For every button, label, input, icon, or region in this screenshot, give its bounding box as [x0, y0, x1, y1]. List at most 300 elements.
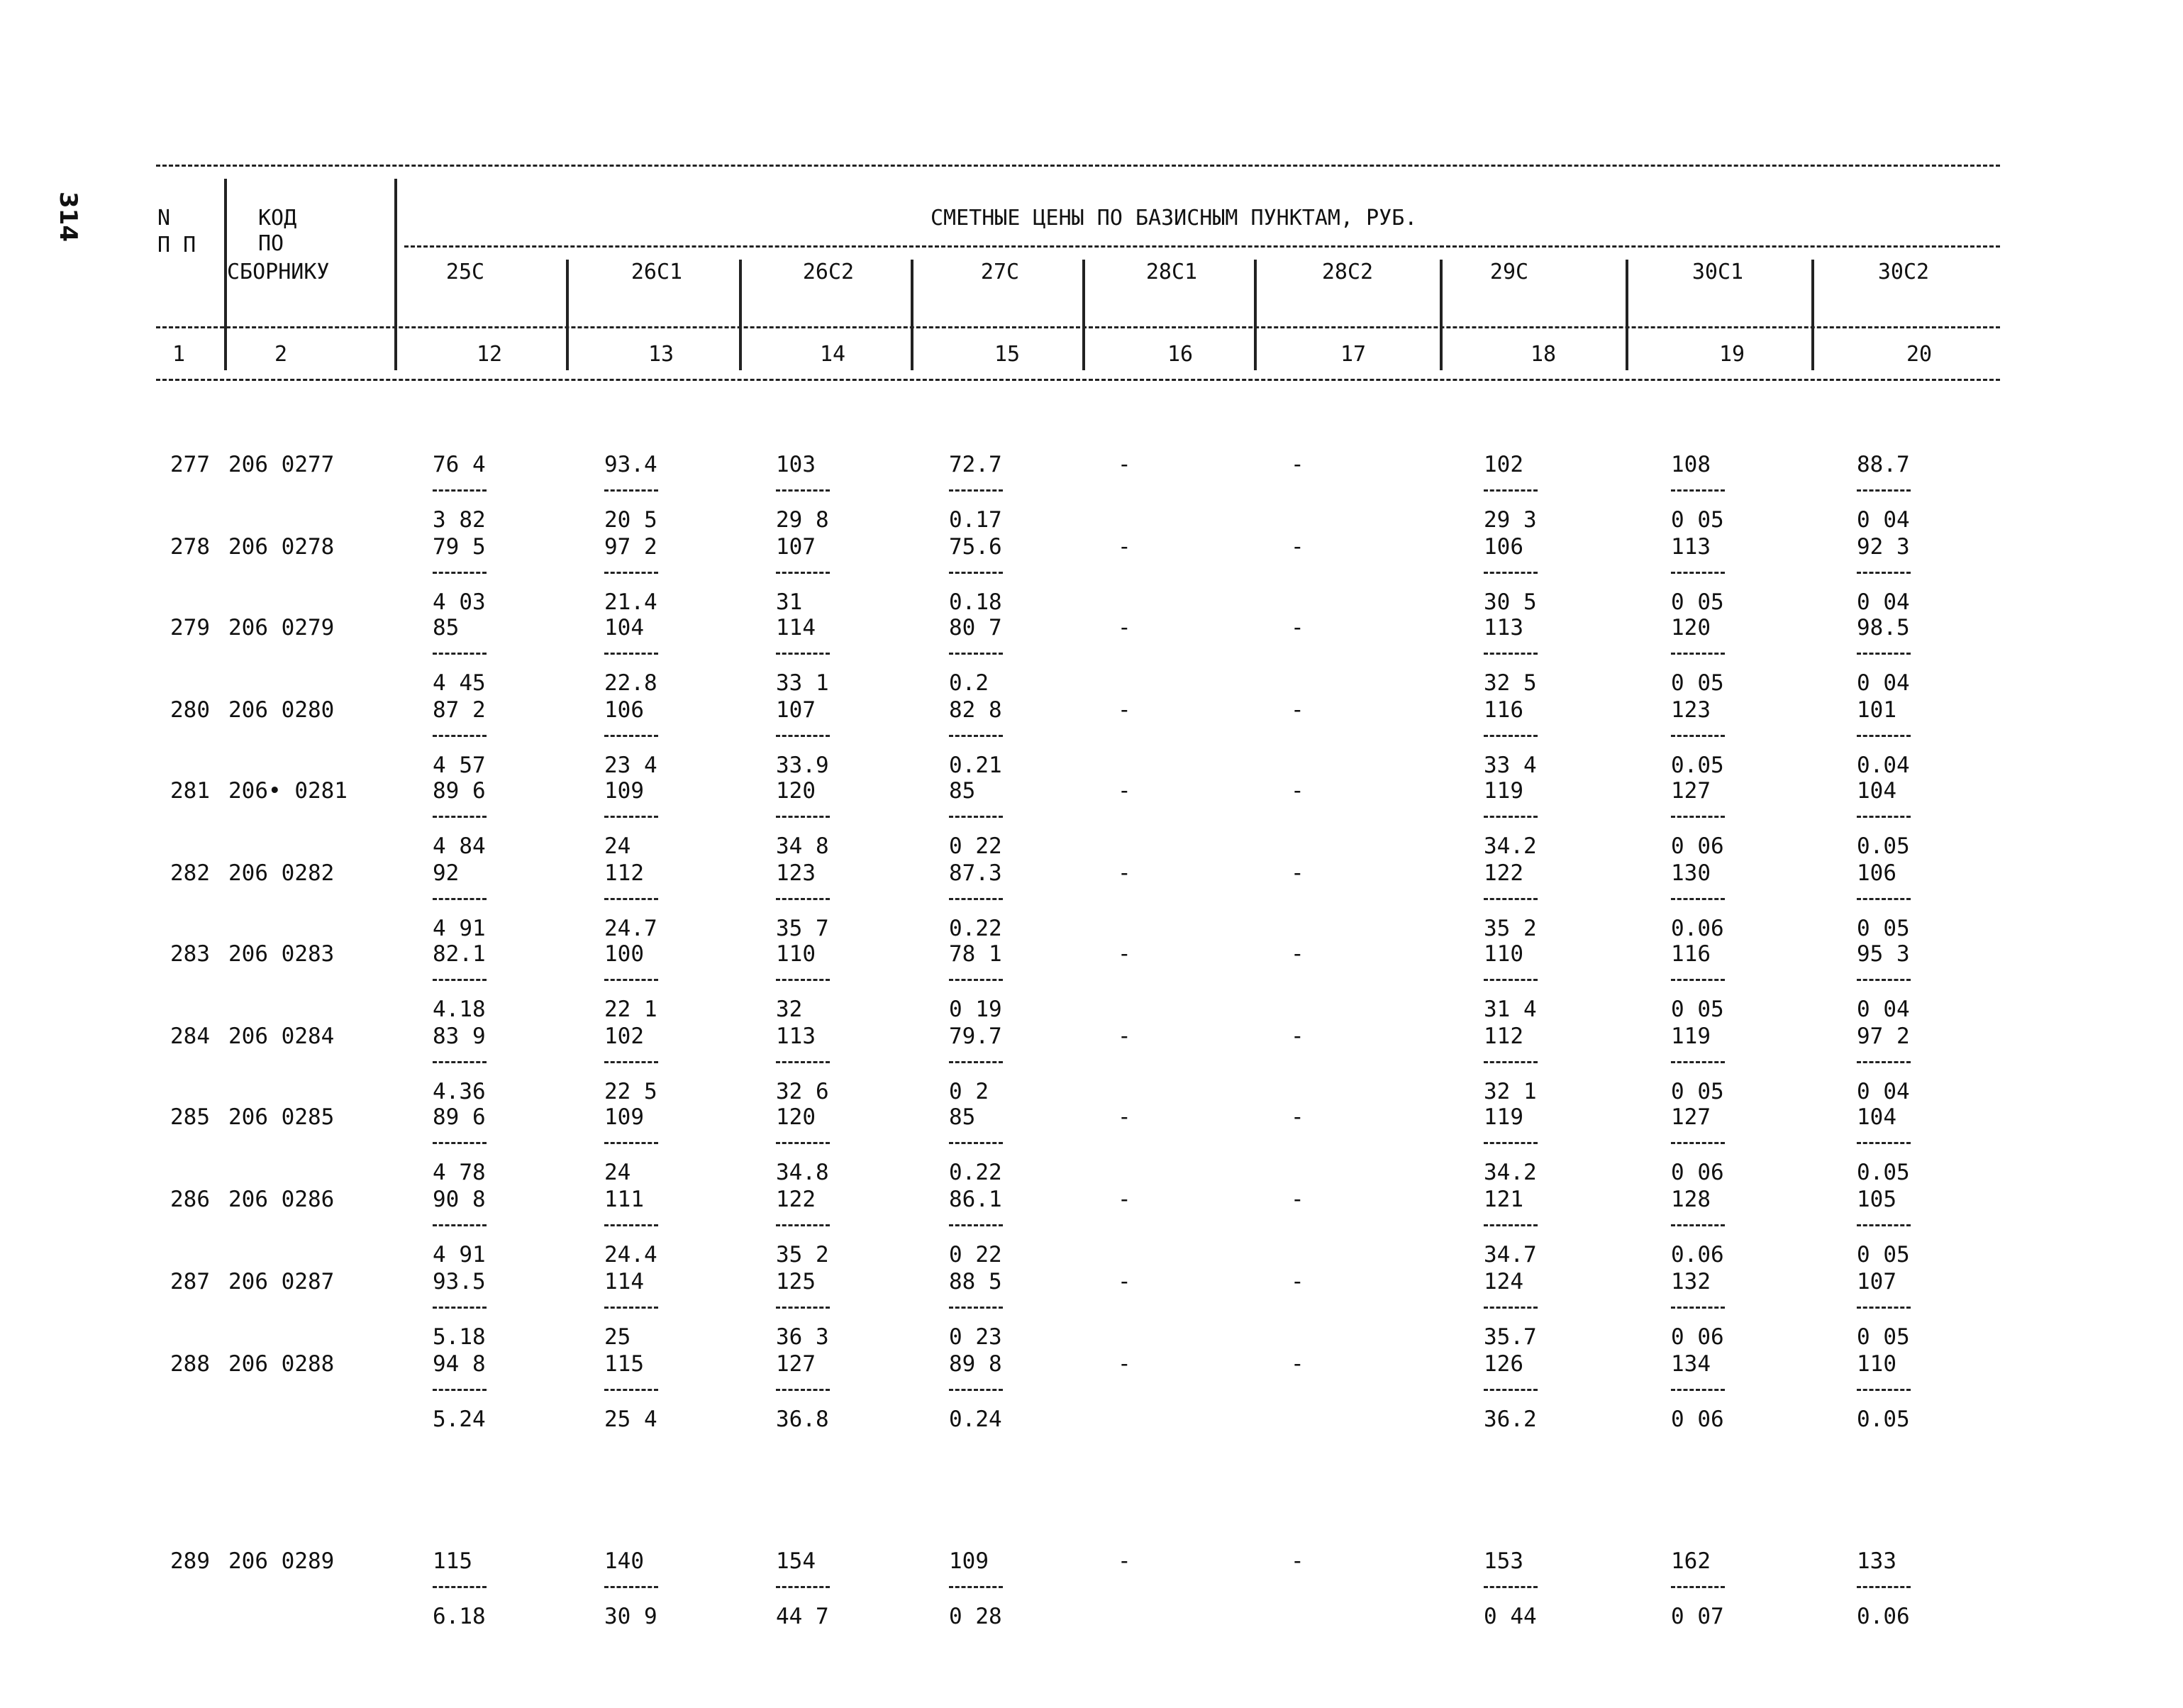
fraction-line: [604, 489, 658, 492]
price-value: 122: [776, 1187, 816, 1212]
price-sub-value: 30 9: [604, 1604, 657, 1629]
no-data-mark: -: [1118, 1024, 1131, 1049]
price-sub-value: 0.21: [949, 753, 1002, 778]
price-sub-value: 0 05: [1671, 1079, 1724, 1104]
price-sub-value: 4 45: [433, 670, 486, 696]
fraction-line: [433, 572, 487, 574]
price-sub-value: 0.06: [1671, 1242, 1724, 1268]
price-sub-value: 0 05: [1857, 916, 1910, 941]
header-col-number: 16: [1167, 342, 1194, 367]
price-sub-value: 4 57: [433, 753, 486, 778]
fraction-line: [1671, 489, 1725, 492]
price-value: 140: [604, 1548, 644, 1574]
row-code: 206 0279: [228, 615, 335, 640]
price-value: 88.7: [1857, 452, 1910, 477]
fraction-line: [433, 653, 487, 655]
fraction-line: [1484, 653, 1538, 655]
fraction-line: [949, 1389, 1003, 1391]
price-value: 102: [604, 1024, 644, 1049]
price-sub-value: 33 1: [776, 670, 829, 696]
price-sub-value: 23 4: [604, 753, 657, 778]
header-code-2: ПО: [258, 231, 284, 256]
price-sub-value: 34.8: [776, 1160, 829, 1185]
row-number: 279: [170, 615, 210, 640]
fraction-line: [1857, 489, 1911, 492]
header-colnum-rule: [156, 326, 2000, 328]
price-sub-value: 0 04: [1857, 1079, 1910, 1104]
price-value: 75.6: [949, 534, 1002, 560]
row-code: 206• 0281: [228, 778, 348, 804]
price-value: 104: [1857, 1104, 1896, 1130]
fraction-line: [433, 1142, 487, 1144]
header-point: 28С2: [1321, 260, 1374, 284]
price-sub-value: 0.04: [1857, 753, 1910, 778]
price-sub-value: 4 84: [433, 833, 486, 859]
vrule: [1626, 260, 1628, 370]
no-data-mark: -: [1291, 1024, 1304, 1049]
price-sub-value: 35.7: [1484, 1324, 1537, 1350]
price-value: 154: [776, 1548, 816, 1574]
price-sub-value: 22 5: [604, 1079, 657, 1104]
price-sub-value: 0.22: [949, 916, 1002, 941]
fraction-line: [1857, 1224, 1911, 1226]
header-col-number: 12: [476, 342, 503, 367]
fraction-line: [1671, 1142, 1725, 1144]
price-value: 86.1: [949, 1187, 1002, 1212]
header-point: 30С2: [1877, 260, 1930, 284]
price-value: 112: [604, 860, 644, 886]
fraction-line: [1484, 489, 1538, 492]
price-value: 83 9: [433, 1024, 486, 1049]
price-value: 109: [949, 1548, 989, 1574]
header-col-number: 14: [819, 342, 846, 367]
header-point: 29С: [1489, 260, 1529, 284]
fraction-line: [1857, 979, 1911, 981]
price-value: 87.3: [949, 860, 1002, 886]
price-value: 103: [776, 452, 816, 477]
fraction-line: [433, 735, 487, 737]
price-sub-value: 25: [604, 1324, 631, 1350]
vrule: [739, 260, 742, 370]
price-sub-value: 0 06: [1671, 1407, 1724, 1432]
fraction-line: [776, 653, 830, 655]
price-sub-value: 0 05: [1857, 1242, 1910, 1268]
price-value: 127: [776, 1351, 816, 1377]
price-sub-value: 35 7: [776, 916, 829, 941]
fraction-line: [949, 816, 1003, 818]
price-sub-value: 0 07: [1671, 1604, 1724, 1629]
price-value: 113: [1484, 615, 1523, 640]
header-col-number: 18: [1530, 342, 1557, 367]
price-value: 132: [1671, 1269, 1711, 1294]
fraction-line: [949, 898, 1003, 900]
fraction-line: [1857, 1061, 1911, 1063]
price-sub-value: 0 05: [1671, 589, 1724, 615]
price-sub-value: 34.2: [1484, 833, 1537, 859]
price-value: 134: [1671, 1351, 1711, 1377]
fraction-line: [1671, 1586, 1725, 1588]
price-value: 93.4: [604, 452, 657, 477]
fraction-line: [1857, 1142, 1911, 1144]
price-sub-value: 32 1: [1484, 1079, 1537, 1104]
price-sub-value: 31 4: [1484, 997, 1537, 1022]
price-value: 162: [1671, 1548, 1711, 1574]
fraction-line: [604, 1061, 658, 1063]
price-value: 116: [1671, 941, 1711, 967]
no-data-mark: -: [1118, 860, 1131, 886]
header-point: 25С: [445, 260, 485, 284]
no-data-mark: -: [1291, 1269, 1304, 1294]
price-sub-value: 0 22: [949, 833, 1002, 859]
price-value: 125: [776, 1269, 816, 1294]
fraction-line: [776, 1586, 830, 1588]
header-bottom-rule: [156, 379, 2000, 381]
price-sub-value: 20 5: [604, 507, 657, 533]
price-value: 115: [604, 1351, 644, 1377]
no-data-mark: -: [1291, 615, 1304, 640]
price-sub-value: 0.05: [1857, 1160, 1910, 1185]
no-data-mark: -: [1118, 1548, 1131, 1574]
price-sub-value: 0 04: [1857, 589, 1910, 615]
price-value: 120: [1671, 615, 1711, 640]
fraction-line: [776, 572, 830, 574]
price-value: 79.7: [949, 1024, 1002, 1049]
price-value: 88 5: [949, 1269, 1002, 1294]
price-value: 89 8: [949, 1351, 1002, 1377]
price-sub-value: 5.18: [433, 1324, 486, 1350]
no-data-mark: -: [1118, 1187, 1131, 1212]
fraction-line: [604, 1307, 658, 1309]
row-number: 287: [170, 1269, 210, 1294]
price-value: 110: [1857, 1351, 1896, 1377]
vrule: [1440, 260, 1443, 370]
fraction-line: [1484, 1224, 1538, 1226]
row-number: 286: [170, 1187, 210, 1212]
price-sub-value: 22.8: [604, 670, 657, 696]
fraction-line: [776, 1061, 830, 1063]
price-value: 114: [776, 615, 816, 640]
fraction-line: [776, 735, 830, 737]
fraction-line: [1484, 816, 1538, 818]
row-code: 206 0289: [228, 1548, 335, 1574]
fraction-line: [433, 489, 487, 492]
vrule: [1811, 260, 1814, 370]
header-pp: П П: [157, 233, 196, 257]
no-data-mark: -: [1291, 941, 1304, 967]
page-number: 314: [54, 192, 82, 242]
fraction-line: [604, 572, 658, 574]
fraction-line: [949, 572, 1003, 574]
price-value: 94 8: [433, 1351, 486, 1377]
fraction-line: [1671, 735, 1725, 737]
price-value: 92: [433, 860, 460, 886]
price-sub-value: 0 04: [1857, 997, 1910, 1022]
vrule: [1082, 260, 1085, 370]
header-col-number: 13: [648, 342, 674, 367]
price-sub-value: 0.2: [949, 670, 989, 696]
price-sub-value: 32 5: [1484, 670, 1537, 696]
price-value: 107: [776, 534, 816, 560]
fraction-line: [949, 653, 1003, 655]
fraction-line: [1484, 1061, 1538, 1063]
price-sub-value: 0.06: [1671, 916, 1724, 941]
price-sub-value: 3 82: [433, 507, 486, 533]
fraction-line: [604, 1586, 658, 1588]
price-value: 105: [1857, 1187, 1896, 1212]
no-data-mark: -: [1118, 1104, 1131, 1130]
price-sub-value: 44 7: [776, 1604, 829, 1629]
price-value: 78 1: [949, 941, 1002, 967]
price-sub-value: 0 19: [949, 997, 1002, 1022]
price-value: 98.5: [1857, 615, 1910, 640]
price-value: 111: [604, 1187, 644, 1212]
header-col-number: 1: [172, 342, 186, 367]
header-point: 30С1: [1692, 260, 1744, 284]
header-col-number: 19: [1718, 342, 1745, 367]
row-number: 277: [170, 452, 210, 477]
price-sub-value: 0 05: [1671, 670, 1724, 696]
price-value: 133: [1857, 1548, 1896, 1574]
fraction-line: [604, 816, 658, 818]
price-value: 110: [1484, 941, 1523, 967]
price-sub-value: 0 23: [949, 1324, 1002, 1350]
price-sub-value: 0.24: [949, 1407, 1002, 1432]
fraction-line: [1857, 735, 1911, 737]
price-sub-value: 0 06: [1671, 1324, 1724, 1350]
no-data-mark: -: [1118, 615, 1131, 640]
price-value: 108: [1671, 452, 1711, 477]
row-number: 285: [170, 1104, 210, 1130]
price-sub-value: 0 05: [1671, 997, 1724, 1022]
row-code: 206 0283: [228, 941, 335, 967]
no-data-mark: -: [1291, 697, 1304, 723]
row-number: 280: [170, 697, 210, 723]
row-code: 206 0278: [228, 534, 335, 560]
no-data-mark: -: [1118, 778, 1131, 804]
fraction-line: [1484, 1389, 1538, 1391]
header-col-number: 15: [994, 342, 1021, 367]
price-sub-value: 4.36: [433, 1079, 486, 1104]
fraction-line: [1671, 1224, 1725, 1226]
fraction-line: [776, 816, 830, 818]
no-data-mark: -: [1291, 1187, 1304, 1212]
price-value: 93.5: [433, 1269, 486, 1294]
header-point: 26С1: [631, 260, 683, 284]
fraction-line: [949, 1061, 1003, 1063]
price-sub-value: 24: [604, 1160, 631, 1185]
row-number: 288: [170, 1351, 210, 1377]
price-sub-value: 24.7: [604, 916, 657, 941]
price-sub-value: 4 91: [433, 1242, 486, 1268]
price-value: 109: [604, 778, 644, 804]
price-sub-value: 4 78: [433, 1160, 486, 1185]
price-value: 114: [604, 1269, 644, 1294]
price-value: 119: [1484, 1104, 1523, 1130]
price-value: 153: [1484, 1548, 1523, 1574]
price-sub-value: 36 3: [776, 1324, 829, 1350]
row-number: 289: [170, 1548, 210, 1574]
price-value: 79 5: [433, 534, 486, 560]
price-value: 122: [1484, 860, 1523, 886]
fraction-line: [949, 1586, 1003, 1588]
fraction-line: [604, 1224, 658, 1226]
header-point: 28С1: [1145, 260, 1198, 284]
price-value: 119: [1671, 1024, 1711, 1049]
price-sub-value: 34.2: [1484, 1160, 1537, 1185]
no-data-mark: -: [1118, 1269, 1131, 1294]
row-number: 283: [170, 941, 210, 967]
price-value: 85: [949, 1104, 976, 1130]
price-value: 80 7: [949, 615, 1002, 640]
fraction-line: [1484, 1142, 1538, 1144]
price-sub-value: 4 91: [433, 916, 486, 941]
vrule: [566, 260, 569, 370]
price-value: 121: [1484, 1187, 1523, 1212]
no-data-mark: -: [1118, 697, 1131, 723]
fraction-line: [604, 735, 658, 737]
price-value: 109: [604, 1104, 644, 1130]
price-value: 85: [949, 778, 976, 804]
fraction-line: [776, 1389, 830, 1391]
price-value: 89 6: [433, 1104, 486, 1130]
row-code: 206 0287: [228, 1269, 335, 1294]
price-sub-value: 0 05: [1857, 1324, 1910, 1350]
fraction-line: [1671, 898, 1725, 900]
row-number: 282: [170, 860, 210, 886]
price-sub-value: 0 04: [1857, 670, 1910, 696]
price-value: 113: [1671, 534, 1711, 560]
price-value: 106: [1857, 860, 1896, 886]
price-value: 107: [776, 697, 816, 723]
price-sub-value: 21.4: [604, 589, 657, 615]
price-sub-value: 5.24: [433, 1407, 486, 1432]
row-code: 206 0277: [228, 452, 335, 477]
fraction-line: [1671, 1061, 1725, 1063]
fraction-line: [604, 653, 658, 655]
price-value: 90 8: [433, 1187, 486, 1212]
price-sub-value: 32: [776, 997, 803, 1022]
fraction-line: [433, 898, 487, 900]
header-top-rule: [156, 165, 2000, 167]
fraction-line: [1484, 898, 1538, 900]
price-value: 107: [1857, 1269, 1896, 1294]
price-value: 76 4: [433, 452, 486, 477]
no-data-mark: -: [1291, 860, 1304, 886]
header-point: 27С: [980, 260, 1020, 284]
price-sub-value: 0 22: [949, 1242, 1002, 1268]
fraction-line: [433, 816, 487, 818]
fraction-line: [1671, 572, 1725, 574]
price-value: 72.7: [949, 452, 1002, 477]
price-sub-value: 22 1: [604, 997, 657, 1022]
price-sub-value: 0.17: [949, 507, 1002, 533]
price-sub-value: 31: [776, 589, 803, 615]
price-value: 82.1: [433, 941, 486, 967]
vrule: [394, 179, 397, 370]
price-value: 104: [604, 615, 644, 640]
fraction-line: [1671, 1389, 1725, 1391]
price-sub-value: 0.05: [1857, 833, 1910, 859]
fraction-line: [949, 1142, 1003, 1144]
price-sub-value: 25 4: [604, 1407, 657, 1432]
fraction-line: [776, 898, 830, 900]
fraction-line: [949, 979, 1003, 981]
row-code: 206 0286: [228, 1187, 335, 1212]
price-sub-value: 34.7: [1484, 1242, 1537, 1268]
header-col-number: 2: [274, 342, 288, 367]
fraction-line: [604, 1142, 658, 1144]
price-value: 104: [1857, 778, 1896, 804]
price-value: 82 8: [949, 697, 1002, 723]
row-code: 206 0280: [228, 697, 335, 723]
fraction-line: [1484, 979, 1538, 981]
fraction-line: [1857, 898, 1911, 900]
fraction-line: [776, 979, 830, 981]
vrule: [1254, 260, 1257, 370]
price-sub-value: 0.18: [949, 589, 1002, 615]
header-point: 26С2: [802, 260, 855, 284]
row-code: 206 0288: [228, 1351, 335, 1377]
fraction-line: [433, 1224, 487, 1226]
price-value: 123: [776, 860, 816, 886]
price-value: 100: [604, 941, 644, 967]
header-code-1: КОД: [258, 206, 297, 231]
fraction-line: [433, 1586, 487, 1588]
price-value: 128: [1671, 1187, 1711, 1212]
price-sub-value: 6.18: [433, 1604, 486, 1629]
fraction-line: [433, 1307, 487, 1309]
price-value: 87 2: [433, 697, 486, 723]
price-value: 85: [433, 615, 460, 640]
price-sub-value: 33 4: [1484, 753, 1537, 778]
price-value: 115: [433, 1548, 472, 1574]
price-sub-value: 0 28: [949, 1604, 1002, 1629]
price-sub-value: 0 04: [1857, 507, 1910, 533]
row-number: 281: [170, 778, 210, 804]
row-number: 284: [170, 1024, 210, 1049]
fraction-line: [776, 1307, 830, 1309]
no-data-mark: -: [1118, 941, 1131, 967]
fraction-line: [604, 1389, 658, 1391]
price-value: 123: [1671, 697, 1711, 723]
fraction-line: [433, 1061, 487, 1063]
fraction-line: [776, 489, 830, 492]
price-value: 110: [776, 941, 816, 967]
price-sub-value: 36.2: [1484, 1407, 1537, 1432]
price-value: 124: [1484, 1269, 1523, 1294]
price-value: 97 2: [1857, 1024, 1910, 1049]
price-value: 89 6: [433, 778, 486, 804]
price-value: 116: [1484, 697, 1523, 723]
no-data-mark: -: [1118, 452, 1131, 477]
price-sub-value: 35 2: [1484, 916, 1537, 941]
price-value: 97 2: [604, 534, 657, 560]
header-n: N: [157, 206, 171, 231]
fraction-line: [1671, 816, 1725, 818]
fraction-line: [1857, 572, 1911, 574]
no-data-mark: -: [1291, 1351, 1304, 1377]
price-sub-value: 29 3: [1484, 507, 1537, 533]
price-value: 113: [776, 1024, 816, 1049]
fraction-line: [949, 1307, 1003, 1309]
fraction-line: [776, 1224, 830, 1226]
no-data-mark: -: [1291, 1548, 1304, 1574]
price-sub-value: 4.18: [433, 997, 486, 1022]
price-sub-value: 0 2: [949, 1079, 989, 1104]
fraction-line: [604, 979, 658, 981]
price-sub-value: 24.4: [604, 1242, 657, 1268]
fraction-line: [1671, 653, 1725, 655]
